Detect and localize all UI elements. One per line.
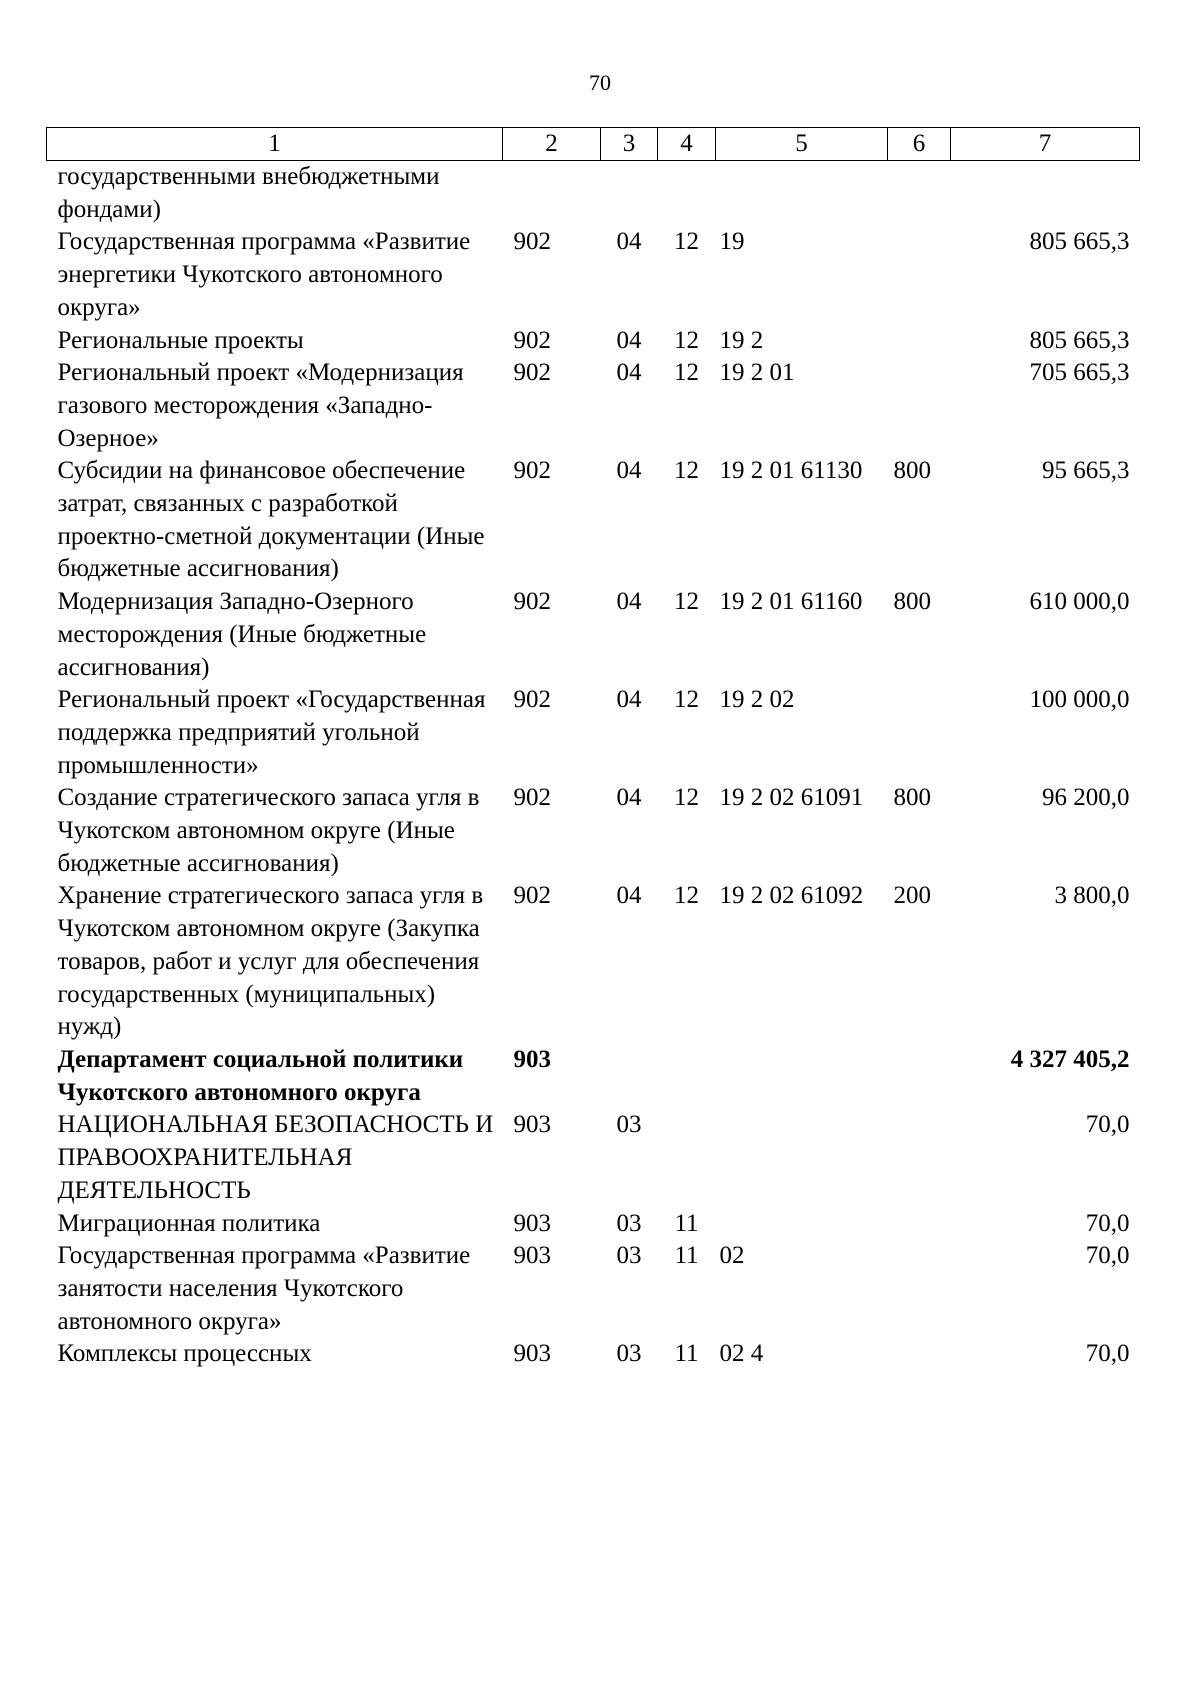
row-code-gr: 903 xyxy=(513,1340,551,1368)
row-code-rz: 03 xyxy=(616,1209,642,1237)
row-code-rz: 04 xyxy=(616,457,642,485)
row-code-vr xyxy=(888,1044,951,1109)
row-name: Субсидии на финансовое обеспечение затрат, связанных с разработкой проектно-сметной документации (Иные бюджетные ассигнования) xyxy=(57,457,485,583)
row-name: Государственная программа «Развитие занятости населения Чукотского автономного округа» xyxy=(57,1242,471,1335)
row-code-cs: 19 2 02 61092 xyxy=(719,882,864,910)
row-code-gr: 902 xyxy=(513,588,551,616)
row-code-pr: 11 xyxy=(674,1209,699,1237)
row-code-cs xyxy=(716,161,888,227)
row-sum: 610 000,0 xyxy=(1029,588,1130,616)
row-code-rz xyxy=(601,161,658,227)
row-code-vr xyxy=(888,161,951,227)
row-name: Создание стратегического запаса угля в Чукотском автономном округе (Иные бюджетные ассигнования) xyxy=(57,784,480,877)
row-code-pr xyxy=(658,161,716,227)
row-code-cs: 02 xyxy=(719,1242,745,1270)
row-code-vr xyxy=(888,1338,951,1371)
row-code-pr xyxy=(658,1109,716,1207)
row-code-cs: 19 2 02 61091 xyxy=(719,784,864,812)
row-name: Комплексы процессных xyxy=(57,1340,312,1368)
table-header xyxy=(47,128,1140,161)
row-code-gr: 903 xyxy=(513,1242,551,1270)
row-code-vr xyxy=(888,1109,951,1207)
row-code-pr: 11 xyxy=(674,1340,699,1368)
row-name: Региональные проекты xyxy=(57,326,304,354)
row-name: Департамент социальной политики Чукотского автономного округа xyxy=(57,1045,464,1106)
row-code-gr: 902 xyxy=(513,228,551,256)
row-sum: 705 665,3 xyxy=(1029,359,1130,387)
row-sum: 3 800,0 xyxy=(1054,882,1130,910)
header-col-7: 7 xyxy=(951,128,1140,161)
row-sum: 70,0 xyxy=(1085,1111,1130,1139)
header-row xyxy=(47,128,1140,161)
row-code-rz: 04 xyxy=(616,359,642,387)
row-sum: 70,0 xyxy=(1085,1340,1130,1368)
row-code-pr: 12 xyxy=(674,882,699,910)
row-code-cs: 19 2 02 xyxy=(719,686,795,714)
header-col-5: 5 xyxy=(716,128,888,161)
budget-table xyxy=(46,127,1140,1371)
row-code-gr: 902 xyxy=(513,359,551,387)
row-code-rz: 03 xyxy=(616,1340,642,1368)
table-row xyxy=(47,455,1140,586)
table-row xyxy=(47,226,1140,324)
row-code-vr xyxy=(888,325,951,358)
page-number: 70 xyxy=(589,70,611,95)
table-row xyxy=(47,782,1140,880)
header-col-2: 2 xyxy=(503,128,601,161)
row-name: Модернизация Западно-Озерного месторождения (Иные бюджетные ассигнования) xyxy=(57,588,427,681)
row-code-rz: 04 xyxy=(616,326,642,354)
row-name: Хранение стратегического запаса угля в Чукотском автономном округе (Закупка товаров, работ и услуг для обеспечения государственных (муниципальных) нужд) xyxy=(57,882,484,1041)
row-code-cs xyxy=(716,1109,888,1207)
row-code-vr: 800 xyxy=(893,457,931,485)
row-code-vr xyxy=(888,357,951,455)
row-code-gr: 903 xyxy=(513,1209,551,1237)
row-sum xyxy=(951,161,1140,227)
table-row-department xyxy=(47,1044,1140,1109)
row-code-gr: 903 xyxy=(513,1045,551,1073)
row-sum: 95 665,3 xyxy=(1042,457,1130,485)
row-code-rz: 04 xyxy=(616,686,642,714)
row-code-vr xyxy=(888,1240,951,1338)
row-code-rz xyxy=(601,1044,658,1109)
table-body xyxy=(47,161,1140,1372)
row-code-gr: 902 xyxy=(513,882,551,910)
row-code-cs: 19 2 01 61130 xyxy=(719,457,863,485)
row-code-rz: 04 xyxy=(616,228,642,256)
row-code-pr: 12 xyxy=(674,457,699,485)
row-code-cs: 19 2 01 61160 xyxy=(719,588,863,616)
row-name: НАЦИОНАЛЬНАЯ БЕЗОПАСНОСТЬ И ПРАВООХРАНИТЕЛЬНАЯ ДЕЯТЕЛЬНОСТЬ xyxy=(57,1111,494,1204)
table-row xyxy=(47,1240,1140,1338)
row-code-gr: 902 xyxy=(513,686,551,714)
header-col-3: 3 xyxy=(601,128,658,161)
row-code-gr: 903 xyxy=(513,1111,551,1139)
table-row xyxy=(47,357,1140,455)
row-code-pr xyxy=(658,1044,716,1109)
table-row xyxy=(47,325,1140,358)
row-name: Региональный проект «Модернизация газового месторождения «Западно-Озерное» xyxy=(57,359,464,452)
header-col-1: 1 xyxy=(47,128,503,161)
row-name: Государственная программа «Развитие энергетики Чукотского автономного округа» xyxy=(57,228,471,321)
table-row xyxy=(47,880,1140,1044)
row-sum: 4 327 405,2 xyxy=(1010,1045,1130,1073)
row-name: государственными внебюджетными фондами) xyxy=(57,163,440,223)
row-code-cs: 19 xyxy=(719,228,745,256)
row-code-cs: 02 4 xyxy=(719,1340,764,1368)
row-code-pr: 11 xyxy=(674,1242,699,1270)
row-name: Миграционная политика xyxy=(57,1209,321,1237)
table-row xyxy=(47,1208,1140,1241)
row-sum: 805 665,3 xyxy=(1029,228,1130,256)
row-code-pr: 12 xyxy=(674,784,699,812)
table-row xyxy=(47,1338,1140,1371)
row-sum: 70,0 xyxy=(1085,1242,1130,1270)
row-code-cs xyxy=(716,1208,888,1241)
table-row xyxy=(47,1109,1140,1207)
row-code-rz: 04 xyxy=(616,588,642,616)
row-code-pr: 12 xyxy=(674,588,699,616)
row-code-vr xyxy=(888,1208,951,1241)
table-row xyxy=(47,161,1140,227)
row-code-gr: 902 xyxy=(513,784,551,812)
row-code-vr xyxy=(888,684,951,782)
row-sum: 70,0 xyxy=(1085,1209,1130,1237)
row-code-vr: 800 xyxy=(893,588,931,616)
row-code-pr: 12 xyxy=(674,228,699,256)
row-code-vr: 200 xyxy=(893,882,931,910)
row-code-rz: 03 xyxy=(616,1111,642,1139)
row-code-vr xyxy=(888,226,951,324)
row-code-rz: 03 xyxy=(616,1242,642,1270)
row-code-cs xyxy=(716,1044,888,1109)
row-code-pr: 12 xyxy=(674,686,699,714)
row-code-pr: 12 xyxy=(674,359,699,387)
row-code-rz: 04 xyxy=(616,882,642,910)
row-code-vr: 800 xyxy=(893,784,931,812)
row-sum: 100 000,0 xyxy=(1029,686,1130,714)
row-code-gr xyxy=(503,161,601,227)
row-name: Региональный проект «Государственная поддержка предприятий угольной промышленности» xyxy=(57,686,486,779)
header-col-4: 4 xyxy=(658,128,716,161)
row-code-gr: 902 xyxy=(513,326,551,354)
table-row xyxy=(47,586,1140,684)
row-code-cs: 19 2 xyxy=(719,326,764,354)
row-sum: 805 665,3 xyxy=(1029,326,1130,354)
row-code-pr: 12 xyxy=(674,326,699,354)
row-code-cs: 19 2 01 xyxy=(719,359,795,387)
row-code-gr: 902 xyxy=(513,457,551,485)
header-col-6: 6 xyxy=(888,128,951,161)
row-sum: 96 200,0 xyxy=(1042,784,1130,812)
row-code-rz: 04 xyxy=(616,784,642,812)
table-row xyxy=(47,684,1140,782)
